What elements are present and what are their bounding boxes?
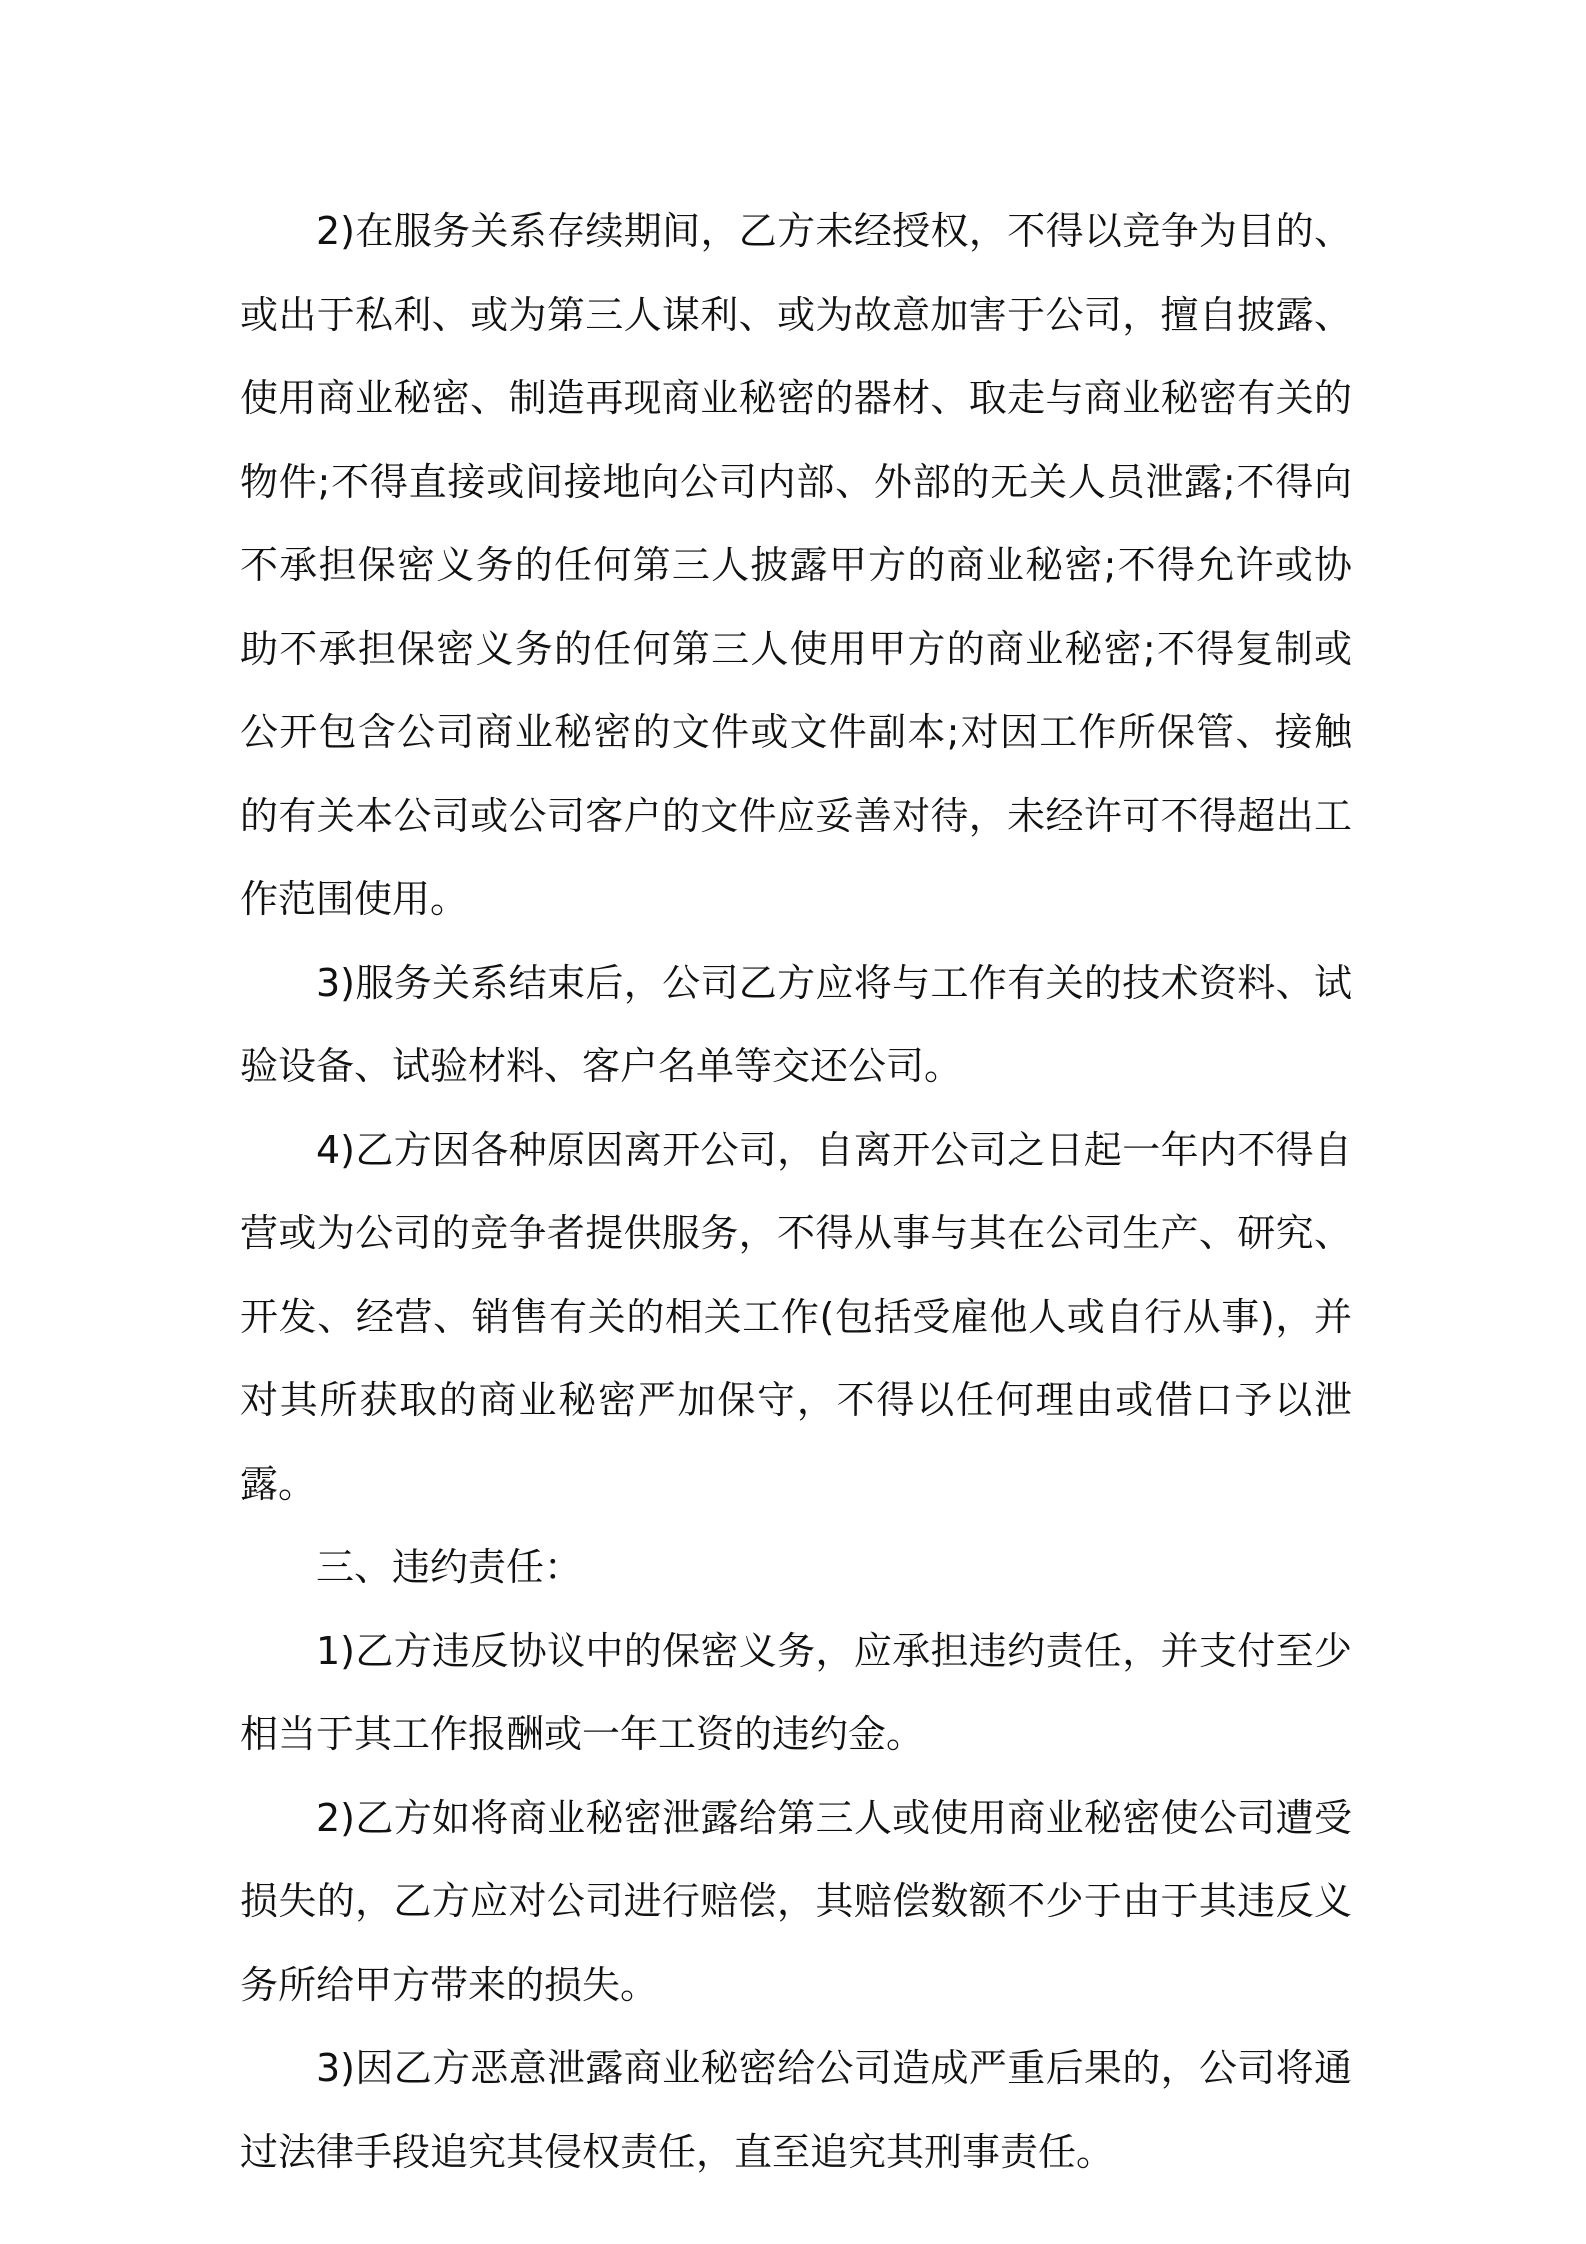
paragraph-liability-1: 1)乙方违反协议中的保密义务，应承担违约责任，并支付至少相当于其工作报酬或一年工资的违约金。 [240, 1628, 1352, 1756]
paragraph-clause-2: 2)在服务关系存续期间，乙方未经授权，不得以竞争为目的、或出于私利、或为第三人谋利、或为故意加害于公司，擅自披露、使用商业秘密、制造再现商业秘密的器材、取走与商业秘密有关的物件;不得直接或间接地向公司内部、外部的无关人员泄露;不得向不承担保密义务的任何第三人披露甲方的商业秘密;不得允许或协助不承担保密义务的任何第三人使用甲方的商业秘密;不得复制或公开包含公司商业秘密的文件或文件副本;对因工作所保管、接触的有关本公司或公司客户的文件应妥善对待，未经许可不得超出工作范围使用。 [240, 209, 1352, 921]
section-heading-liability: 三、违约责任： [316, 1545, 583, 1589]
document-page [240, 190, 1352, 2194]
paragraph-liability-2: 2)乙方如将商业秘密泄露给第三人或使用商业秘密使公司遭受损失的，乙方应对公司进行赔偿，其赔偿数额不少于由于其违反义务所给甲方带来的损失。 [240, 1795, 1352, 2007]
paragraph-clause-4: 4)乙方因各种原因离开公司，自离开公司之日起一年内不得自营或为公司的竞争者提供服务，不得从事与其在公司生产、研究、开发、经营、销售有关的相关工作(包括受雇他人或自行从事)，并对其所获取的商业秘密严加保守，不得以任何理由或借口予以泄露。 [240, 1127, 1352, 1506]
paragraph-liability-3: 3)因乙方恶意泄露商业秘密给公司造成严重后果的，公司将通过法律手段追究其侵权责任，直至追究其刑事责任。 [240, 2046, 1352, 2174]
paragraph-clause-3: 3)服务关系结束后，公司乙方应将与工作有关的技术资料、试验设备、试验材料、客户名单等交还公司。 [240, 960, 1352, 1088]
